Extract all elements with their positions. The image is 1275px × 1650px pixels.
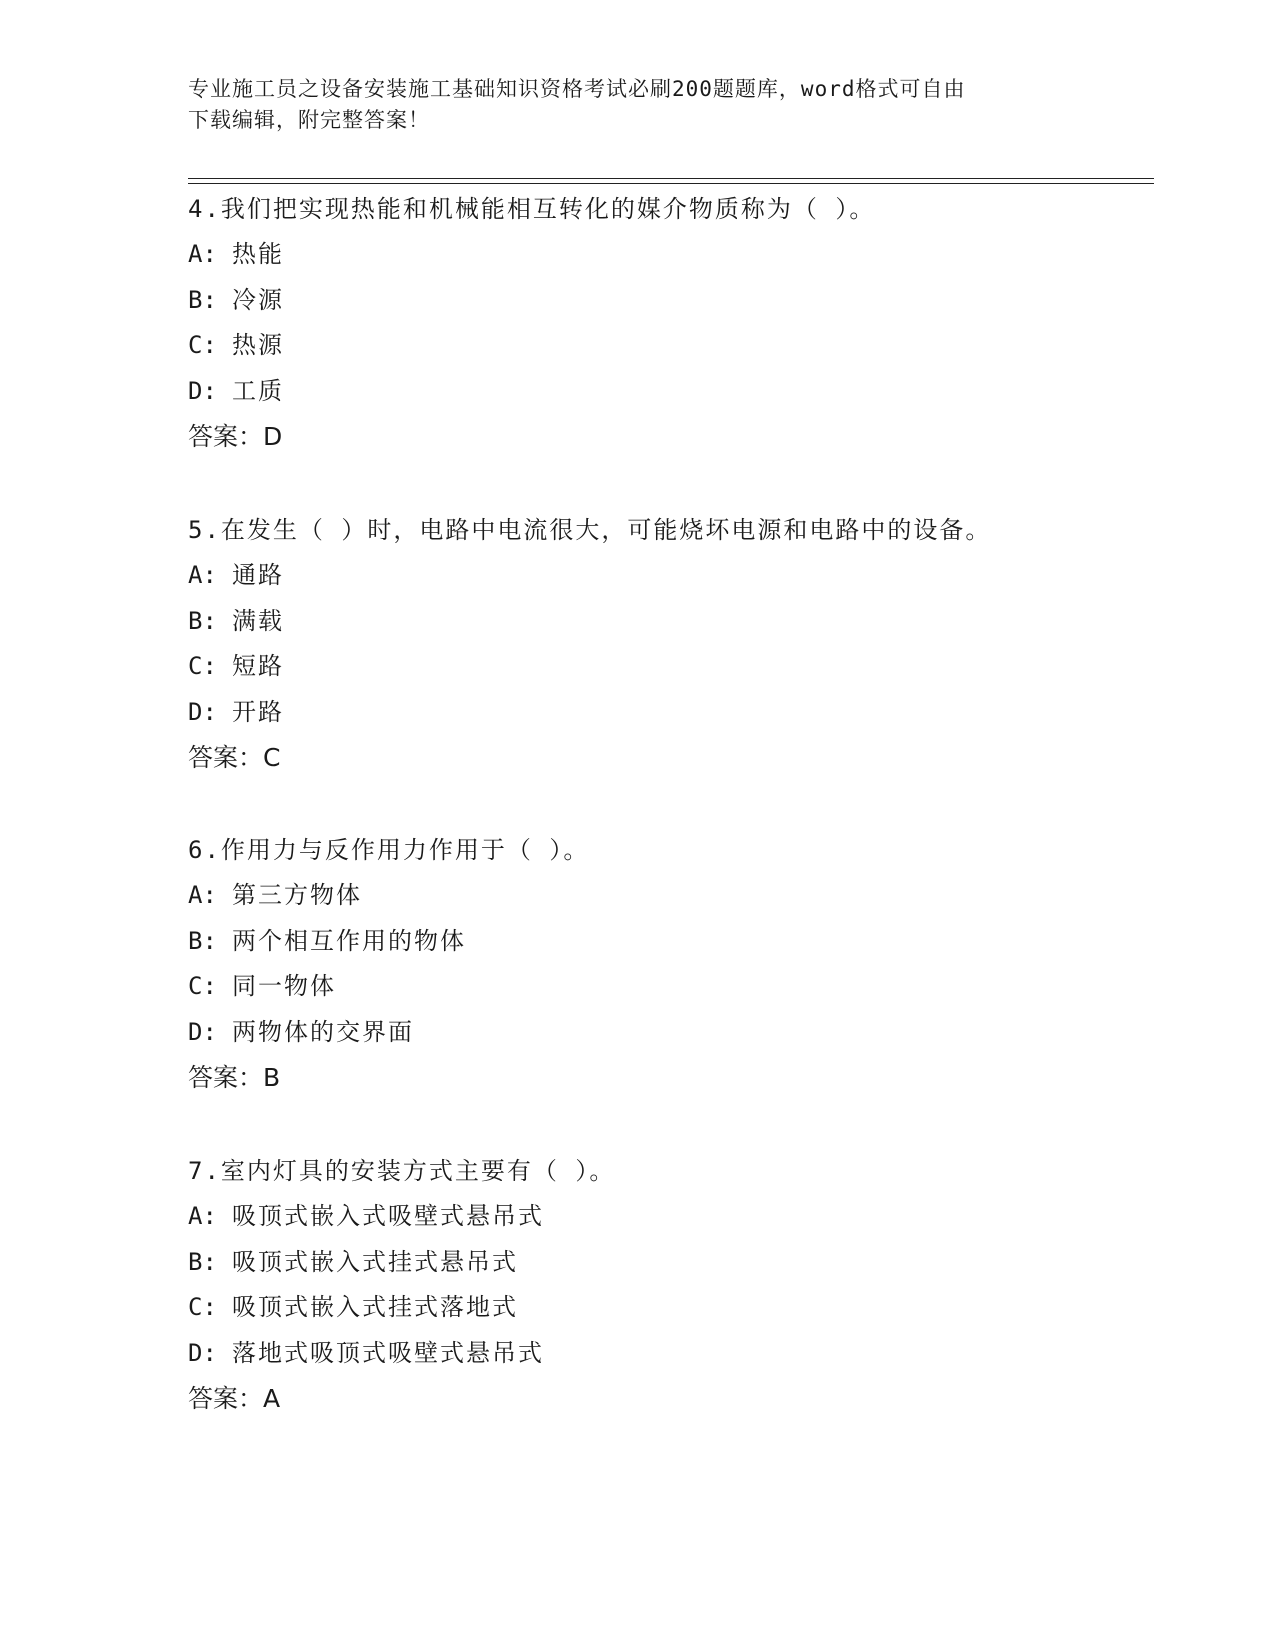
option-letter: A:: [188, 240, 217, 268]
answer-line: 答案：B: [188, 1063, 281, 1093]
option-text: 满载: [232, 606, 284, 635]
option-text: 第三方物体: [232, 881, 362, 909]
header-divider-bottom: [188, 183, 1154, 184]
option-text: 吸顶式嵌入式吸壁式悬吊式: [232, 1202, 544, 1230]
option-d: [188, 1331, 1148, 1377]
option-letter: D:: [188, 376, 217, 405]
option-c: [188, 964, 1148, 1010]
option-b: [188, 919, 1148, 965]
question-text: 5.在发生（ ）时，电路中电流很大，可能烧坏电源和电路中的设备。: [188, 516, 992, 544]
option-a: [188, 553, 1148, 599]
header-divider-top: [188, 178, 1154, 179]
option-d: [188, 369, 1148, 415]
option-letter: C:: [188, 1293, 217, 1322]
option-letter: C:: [188, 972, 217, 1001]
option-b: [188, 599, 1148, 645]
option-d: [188, 1010, 1148, 1056]
option-text: 短路: [232, 652, 284, 681]
option-b: [188, 1240, 1148, 1286]
question-block: [188, 507, 1148, 781]
option-letter: B:: [188, 606, 217, 635]
option-text: 吸顶式嵌入式挂式落地式: [232, 1293, 518, 1322]
option-text: 热源: [232, 331, 284, 360]
option-b: [188, 278, 1148, 324]
option-text: 通路: [232, 561, 284, 589]
option-text: 工质: [232, 376, 284, 405]
option-a: [188, 873, 1148, 919]
question-block: [188, 1148, 1148, 1422]
option-letter: A:: [188, 881, 217, 909]
question-text: 4.我们把实现热能和机械能相互转化的媒介物质称为（ ）。: [188, 195, 876, 223]
option-a: [188, 1194, 1148, 1240]
option-letter: C:: [188, 652, 217, 681]
option-letter: B:: [188, 926, 217, 955]
option-letter: C:: [188, 331, 217, 360]
answer-line: 答案：C: [188, 743, 281, 773]
header-line-1: 专业施工员之设备安装施工基础知识资格考试必刷200题题库，word格式可自由: [188, 77, 966, 101]
document-header: [188, 74, 1088, 136]
option-letter: A:: [188, 561, 217, 589]
option-letter: A:: [188, 1202, 217, 1230]
answer-line: 答案：D: [188, 422, 283, 452]
header-line-2: 下载编辑，附完整答案！: [188, 108, 430, 132]
answer-line: 答案：A: [188, 1384, 281, 1414]
option-d: [188, 690, 1148, 736]
option-text: 落地式吸顶式吸壁式悬吊式: [232, 1338, 544, 1367]
option-a: [188, 232, 1148, 278]
option-text: 冷源: [232, 285, 284, 314]
option-text: 同一物体: [232, 972, 336, 1001]
option-letter: D:: [188, 697, 217, 726]
question-text: 7.室内灯具的安装方式主要有（ ）。: [188, 1157, 616, 1185]
option-text: 两个相互作用的物体: [232, 926, 466, 955]
option-letter: B:: [188, 1247, 217, 1276]
option-c: [188, 1285, 1148, 1331]
question-block: [188, 827, 1148, 1101]
option-text: 开路: [232, 697, 284, 726]
option-text: 吸顶式嵌入式挂式悬吊式: [232, 1247, 518, 1276]
option-c: [188, 644, 1148, 690]
option-text: 热能: [232, 240, 284, 268]
question-text: 6.作用力与反作用力作用于（ ）。: [188, 836, 590, 864]
option-letter: B:: [188, 285, 217, 314]
option-letter: D:: [188, 1338, 217, 1367]
option-letter: D:: [188, 1017, 217, 1046]
question-block: [188, 186, 1148, 460]
option-c: [188, 323, 1148, 369]
option-text: 两物体的交界面: [232, 1017, 414, 1046]
